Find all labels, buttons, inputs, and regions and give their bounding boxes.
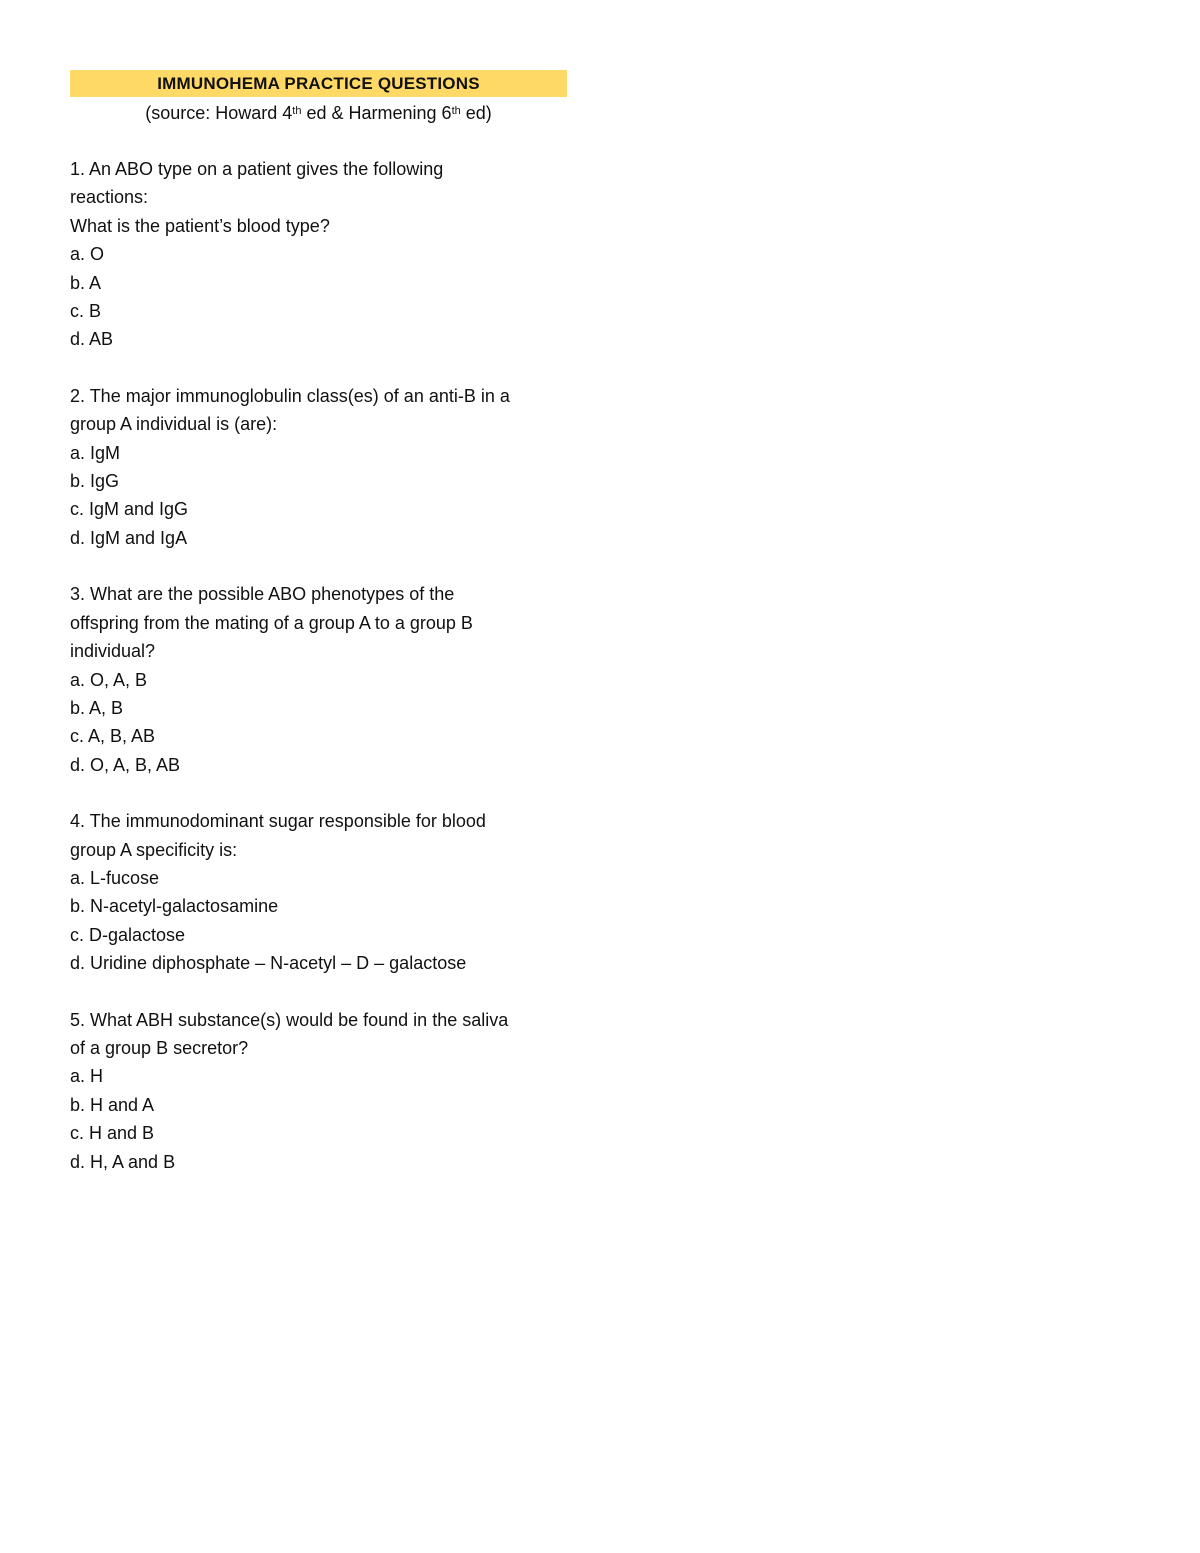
answer-option: b. N-acetyl-galactosamine [70,896,279,917]
question-text: reactions: [70,187,149,208]
question-text: What is the patient’s blood type? [70,215,330,236]
answer-option: c. H and B [70,1123,155,1144]
source-citation: (source: Howard 4th ed & Harmening 6th ed) [145,103,492,123]
answer-option: b. H and A [70,1094,155,1115]
answer-option: d. IgM and IgA [70,527,188,548]
answer-option: c. IgM and IgG [70,499,189,520]
answer-option: b. A, B [70,697,124,718]
answer-option: c. A, B, AB [70,726,156,747]
question-text: 3. What are the possible ABO phenotypes of the [70,584,455,605]
document-title: IMMUNOHEMA PRACTICE QUESTIONS [157,73,480,93]
document-page [70,70,570,1176]
question-1 [70,155,570,354]
answer-option: d. Uridine diphosphate – N-acetyl – D – galactose [70,953,467,974]
answer-option: a. H [70,1066,104,1087]
question-2 [70,382,570,552]
question-text: group A specificity is: [70,839,238,860]
question-text: 1. An ABO type on a patient gives the following [70,159,444,179]
question-5 [70,1006,570,1176]
question-text: offspring from the mating of a group A to a group B [70,612,473,633]
question-4 [70,807,570,977]
question-text: 4. The immunodominant sugar responsible for blood [70,811,486,832]
answer-option: d. AB [70,329,114,350]
answer-option: b. IgG [70,471,120,492]
answer-option: a. L-fucose [70,867,160,888]
answer-option: b. A [70,272,102,293]
title-banner [70,70,567,97]
answer-option: d. H, A and B [70,1151,176,1172]
question-3 [70,580,570,779]
question-text: 5. What ABH substance(s) would be found in the saliva [70,1009,509,1030]
question-text: of a group B secretor? [70,1037,249,1058]
answer-option: a. O, A, B [70,669,148,690]
question-text: individual? [70,641,156,662]
answer-option: d. O, A, B, AB [70,754,181,775]
answer-option: c. B [70,301,102,322]
question-text: 2. The major immunoglobulin class(es) of an anti-B in a [70,385,510,406]
question-text: group A individual is (are): [70,414,278,435]
answer-option: a. IgM [70,442,121,463]
answer-option: c. D-galactose [70,924,186,945]
answer-option: a. O [70,244,105,265]
